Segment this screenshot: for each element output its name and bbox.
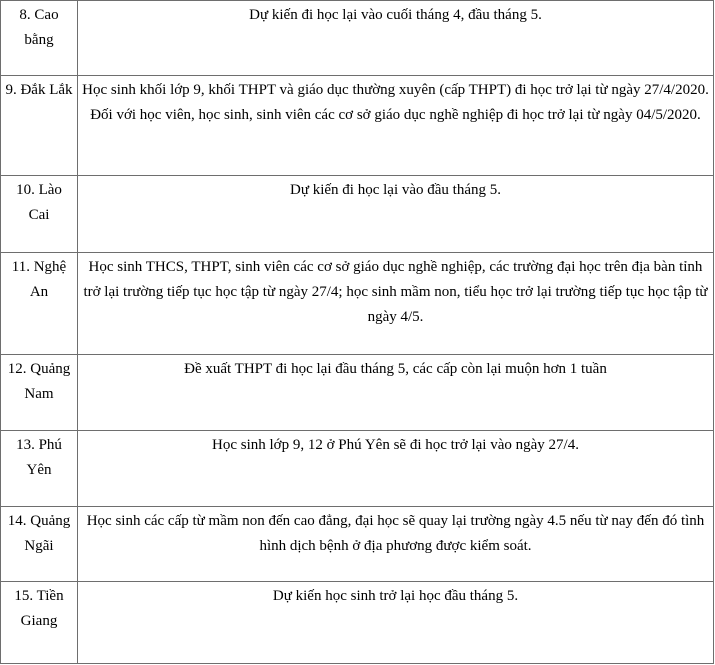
- detail-cell: Học sinh khối lớp 9, khối THPT và giáo dục thường xuyên (cấp THPT) đi học trở lại từ ngày 27/4/2020. Đối với học viên, học sinh, sinh viên các cơ sở giáo dục nghề nghiệp đi học trở lại từ ngày 04/5/2020.: [78, 76, 714, 176]
- province-cell: 9. Đắk Lắk: [1, 76, 78, 176]
- detail-cell: Dự kiến học sinh trở lại học đầu tháng 5.: [78, 582, 714, 664]
- table-row: [1, 507, 714, 582]
- province-cell: 10. Lào Cai: [1, 176, 78, 253]
- detail-cell: Học sinh lớp 9, 12 ở Phú Yên sẽ đi học trở lại vào ngày 27/4.: [78, 431, 714, 507]
- table-row: [1, 1, 714, 76]
- province-cell: 15. Tiền Giang: [1, 582, 78, 664]
- detail-cell: Học sinh THCS, THPT, sinh viên các cơ sở giáo dục nghề nghiệp, các trường đại học trên địa bàn tỉnh trở lại trường tiếp tục học tập từ ngày 27/4; học sinh mầm non, tiểu học trở lại trường tiếp tục học tập từ ngày 4/5.: [78, 253, 714, 355]
- table-row: [1, 176, 714, 253]
- table-row: [1, 431, 714, 507]
- province-cell: 13. Phú Yên: [1, 431, 78, 507]
- table-row: [1, 253, 714, 355]
- detail-cell: Dự kiến đi học lại vào đầu tháng 5.: [78, 176, 714, 253]
- detail-cell: Đề xuất THPT đi học lại đầu tháng 5, các cấp còn lại muộn hơn 1 tuần: [78, 355, 714, 431]
- province-cell: 11. Nghệ An: [1, 253, 78, 355]
- table-row: [1, 582, 714, 664]
- province-cell: 14. Quảng Ngãi: [1, 507, 78, 582]
- detail-cell: Dự kiến đi học lại vào cuối tháng 4, đầu tháng 5.: [78, 1, 714, 76]
- province-cell: 8. Cao bằng: [1, 1, 78, 76]
- detail-cell: Học sinh các cấp từ mầm non đến cao đẳng, đại học sẽ quay lại trường ngày 4.5 nếu từ nay đến đó tình hình dịch bệnh ở địa phương được kiểm soát.: [78, 507, 714, 582]
- province-cell: 12. Quảng Nam: [1, 355, 78, 431]
- table-row: [1, 355, 714, 431]
- table-row: [1, 76, 714, 176]
